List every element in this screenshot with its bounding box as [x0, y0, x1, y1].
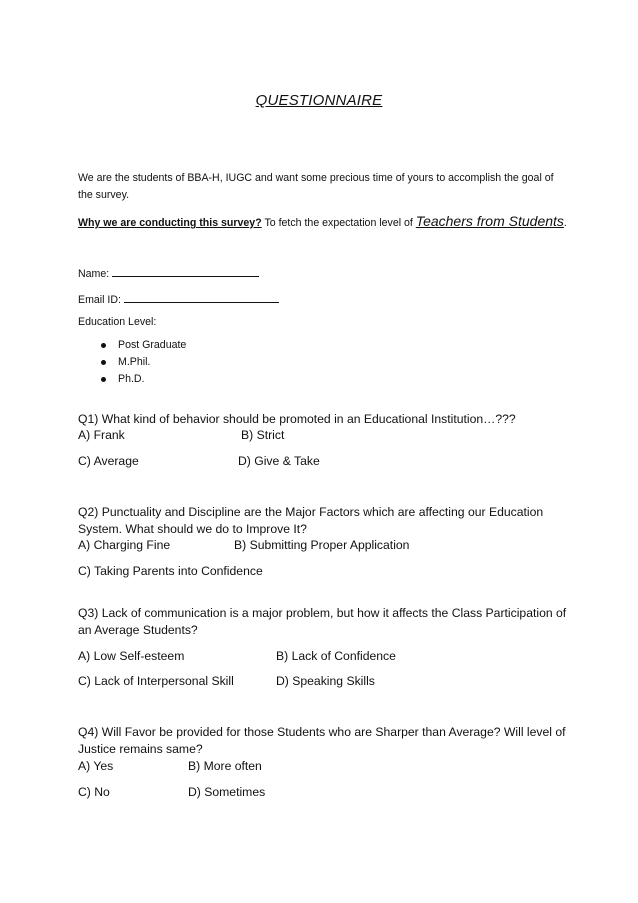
- bullet-icon: [101, 343, 106, 348]
- q4-option-a[interactable]: A) Yes: [78, 759, 114, 773]
- education-option[interactable]: Ph.D.: [78, 371, 186, 388]
- question-4-line-2: Justice remains same?: [78, 742, 203, 756]
- question-4-line-1: Q4) Will Favor be provided for those Students who are Sharper than Average? Will level of: [78, 725, 566, 739]
- survey-purpose: [78, 213, 567, 229]
- q4-option-c[interactable]: C) No: [78, 785, 110, 799]
- email-blank[interactable]: [124, 291, 279, 303]
- q1-option-b[interactable]: B) Strict: [241, 428, 285, 442]
- q3-option-c[interactable]: C) Lack of Interpersonal Skill: [78, 674, 234, 688]
- intro-paragraph: We are the students of BBA-H, IUGC and want some precious time of yours to accomplish the goal of the survey.: [78, 172, 554, 201]
- question-2-line-2: System. What should we do to Improve It?: [78, 522, 307, 536]
- q1-option-d[interactable]: D) Give & Take: [238, 454, 320, 468]
- purpose-suffix: .: [563, 217, 567, 229]
- page-title: QUESTIONNAIRE: [255, 92, 383, 109]
- question-1-text: Q1) What kind of behavior should be promoted in an Educational Institution…???: [78, 412, 516, 426]
- question-3-line-1: Q3) Lack of communication is a major problem, but how it affects the Class Participation of: [78, 606, 567, 620]
- q2-option-a[interactable]: A) Charging Fine: [78, 538, 171, 552]
- bullet-icon: [101, 377, 106, 382]
- question-3-line-2: an Average Students?: [78, 623, 198, 637]
- name-label: Name:: [78, 268, 110, 280]
- email-field: [78, 291, 279, 306]
- q4-option-b[interactable]: B) More often: [188, 759, 262, 773]
- education-options: [78, 337, 186, 388]
- name-blank[interactable]: [112, 265, 259, 277]
- education-label: Education Level:: [78, 316, 157, 328]
- q1-option-a[interactable]: A) Frank: [78, 428, 125, 442]
- name-field: [78, 265, 259, 280]
- email-label: Email ID:: [78, 294, 121, 306]
- question-2-line-1: Q2) Punctuality and Discipline are the Major Factors which are affecting our Education: [78, 505, 544, 519]
- q4-option-d[interactable]: D) Sometimes: [188, 785, 266, 799]
- purpose-question: Why we are conducting this survey?: [78, 217, 262, 229]
- q3-option-a[interactable]: A) Low Self-esteem: [78, 649, 185, 663]
- bullet-icon: [101, 360, 106, 365]
- q1-option-c[interactable]: C) Average: [78, 454, 139, 468]
- education-option[interactable]: Post Graduate: [78, 337, 186, 354]
- purpose-answer: To fetch the expectation level of: [264, 217, 413, 229]
- q2-option-b[interactable]: B) Submitting Proper Application: [234, 538, 410, 552]
- education-option[interactable]: M.Phil.: [78, 354, 186, 371]
- q3-option-d[interactable]: D) Speaking Skills: [276, 674, 375, 688]
- q3-option-b[interactable]: B) Lack of Confidence: [276, 649, 396, 663]
- q2-option-c[interactable]: C) Taking Parents into Confidence: [78, 564, 263, 578]
- purpose-emphasis: Teachers from Students: [415, 213, 564, 229]
